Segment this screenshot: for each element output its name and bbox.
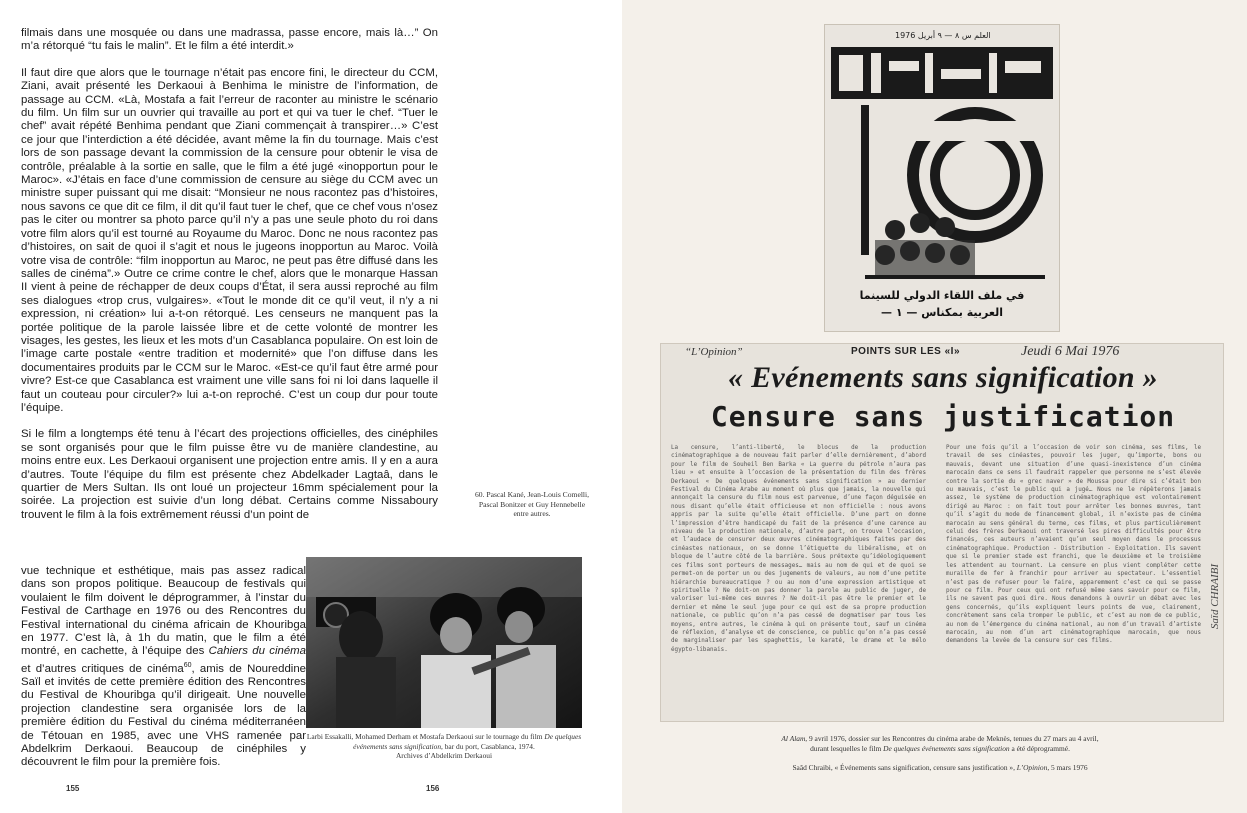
arabic-clipping-caption <box>835 287 1049 321</box>
arabic-caption-line-1: في ملف اللقاء الدولي للسينما <box>859 289 1025 302</box>
article-headline: « Evénements sans signification » <box>728 361 1158 394</box>
right-caption-2-text: Saâd Chraibi, « Événements sans signification, censure sans justification », <box>792 763 1017 772</box>
photo-caption-film-title: De quelques événements sans signification <box>353 732 582 751</box>
right-caption-1-line2-a: durant lesquelles le film <box>810 744 884 753</box>
side-signature: Saïd CHRAIBI <box>1209 564 1221 630</box>
article-column-right: Pour une fois qu’il a l’occasion de voir son cinéma, ses films, le travail de ses cinéastes, pouvoir les juger, qu’importe, bons ou mauvais, devant une situation d’une quasi-inexistence d’un cinéma marocain dans ce sens il faudrait rappeler que personne ne s’est élevée contre la sortie du « grec naver » de Moussa pour dire si c’était bon ou mauvais, c’est le public qui a jugé… Nous ne le répèterons jamais assez, le système de production cinématographique est volontairement dirigé au Maroc : on fait tout pour arrêter les bonnes œuvres, tant qu’il s’agit du mode de financement global, il n’existe pas de cinéma marocain au sens général du terme, ces films, et plus particulièrement celui des frères Derkaoui ont traversé les pires difficultés pour être financés, ces auteurs n’avaient qu’un seul moyen dans le processus cinématographique. Production - Distribution - Exploitation. Ils savent que si le premier stade est franchi, que le deuxième et le troisième les attendent au tournant. La censure en plus vient compléter cette muraille de fer à franchir pour arriver au spectateur. L’essentiel n’est pas de refuser pour le faire, apparemment c’est ce qui se passe pour ce film. Pour ceux qui ont refusé même sans savoir pour ce film, ils ne savent pas quoi dire. Nous demandons à ouvrir un débat avec les gens concernés, qu’ils expliquent leurs points de vue, clairement, concrètement sans cela tromper le public, et c’est au nom de ce public, au nom de l’émergence du cinéma national, au nom d’un travail d’artiste marocain, au nom d’un art cinématographique marocain, que nous demandons la levée de la censure sur ces films. <box>946 445 1201 645</box>
page-number-right: 156 <box>426 784 440 793</box>
page-number-left: 155 <box>66 784 80 793</box>
handwritten-date: Jeudi 6 Mai 1976 <box>1021 344 1120 359</box>
body-column <box>21 27 438 522</box>
paragraph-1: Il faut dire que alors que le tournage n’était pas encore fini, le directeur du CCM, Ziani, avait présenté les Derkaoui à Benhima le ministre de l’information, de passage au CCM. «Là, Mostafa a fait l’erreur de raconter au ministre le scénario du film. Un film sur un ouvrier qui travaille au port et qui va tuer le chef. “Tuer le chef” avait répété Benhima pendant que Ziani commençait à transpirer…» C’est ce jour que l’interdiction a été décidée, avant même la fin du tournage. Mais c’est lors de son passage devant la commission de la censure pour obtenir le visa de contrôle, préalable à la sortie en salle, que le film a été jugé «inopportun pour le Maroc». «J’étais en face d’une commission de censure au siège du CCM avec un ministre super puissant qui me disait: “Monsieur ne nous racontez pas d’histoires, nous savons ce que dit ce film, il dit qu’il faut tuer le chef, que ce chef vous n’osez pas le citer ou montrer sa photo parce qu’il n’y a pas une seule photo du roi dans votre film alors qu’il est tourné au Royaume du Maroc. Donc ne nous racontez pas d’histoires, on sait de quoi il s’agit et nous le jugeons inopportun au Maroc. Voilà votre visa de contrôle: “film inopportun au Maroc, ne peut pas être diffusé dans les salles de cinéma”.» Outre ce crime contre le chef, alors que le monarque Hassan II vient à peine de réchapper de deux coups d’État, il sera aussi reproché au film ses dialogues «trop crus, vulgaires». «Tout le monde dit ce qu’il veut, il n’y a ni expression, ni création» lui a-t-on rétorqué. Les censeurs ne manquent pas la portée politique de la parole laissée libre et de cette volonté de montrer les visages, les gestes, les lieux et les mots d’un Casablanca populaire. On est loin de l’image carte postale «entre tradition et modernité» que l’on diffuse dans les documentaires produits par le CCM sur le Maroc. «Est-ce qu’il faut être armé pour vivre? Est-ce que Casablanca est vraiment une ville sans foi ni loi dans laquelle il faut un couteau pour circuler?» lui a-t-on reproché. C’est un coup dur pour toute l’équipe. <box>21 66 438 414</box>
footnote-ref[interactable]: 60 <box>183 661 192 669</box>
opinion-newspaper-clipping <box>660 343 1224 722</box>
intro-text: filmais dans une mosquée ou dans une madrassa, passe encore, mais là…” On m’a rétorqué “tu fais le malin”. Et le film a été interdit.» <box>21 27 438 53</box>
right-caption-2 <box>728 763 1152 773</box>
photo-caption-location: , bar du port, Casablanca, 1974. <box>441 741 535 751</box>
arabic-caption-line-2: العربية بمكناس — ١ — <box>881 306 1003 319</box>
film-set-photo <box>306 557 582 728</box>
paragraph-2-narrow-c: , amis de Noureddine Saïl et invités de cette première édition des Rencontres du Festival de Khouribga qu’il dirigeait. Une nouvelle projection clandestine sera organisée lors de la première édition du Festival du cinéma méditerranéen de Tétouan en 1985, avec une VHS ramenée par Abdelkrim Derkaoui. Beaucoup de cinéphiles y découvrent le film pour la première fois. <box>21 662 306 769</box>
arabic-newspaper-clipping <box>824 24 1060 332</box>
right-caption-1-text: , 9 avril 1976, dossier sur les Rencontres du cinéma arabe de Meknès, tenues du 27 mars au 4 avril, <box>805 734 1099 743</box>
left-page <box>0 0 622 813</box>
paragraph-2-full: Si le film a longtemps été tenu à l’écart des projections officielles, des cinéphiles se sont organisés pour que le film puisse être vu de manière clandestine, au moins entre eux. Les Derkaoui organisent une projection entre amis. Il y en a aura d’autres. Toute l’équipe du film est présente chez Abdelkader Lagtaâ, dans le quartier de Mers Sultan. Ils ont loué un projecteur 16mm spécialement pour la soirée. La projection est suivie d’un long débat. Certains comme Nissaboury trouvent le film à la fois extrêmement réussi d’un point de <box>21 428 438 521</box>
photo-credit: Archives d’Abdelkrim Derkaoui <box>395 751 493 761</box>
photo-caption <box>306 732 582 761</box>
opinion-title: L’Opinion <box>1016 763 1048 772</box>
photo-caption-text: Larbi Essakalli, Mohamed Derham et Mostafa Derkaoui sur le tournage du film <box>306 732 545 741</box>
arabic-clipping-artwork <box>825 25 1059 331</box>
article-subheadline: Censure sans justification <box>710 400 1176 433</box>
footnote: 60. Pascal Kané, Jean-Louis Comelli, Pascal Bonitzer et Guy Hennebelle entre autres. <box>474 490 590 519</box>
article-column-left: La censure, l’anti-liberté, le blocus de la production cinématographique a de nouveau fait parler d’elle dernièrement, d’abord pour le film de Souheil Ben Barka « La guerre du pétrole n’aura pas lieu » et ensuite à l’occasion de la présentation du film des frères Derkaoui « De quelques événements sans signification » au dernier Festival du Cinéma Arabe au moment où plus que jamais, la nouvelle qui annonçait la censure du film nous est parvenue, d’une façon déguisée en nous disant qu’elle était officieuse et non officielle : nous avons appris par la suite qu’elle était officielle. D’une part on donne l’impression d’être handicapé du fait de la présence d’une carence au niveau de la production nationale, d’autre part, on trouve l’occasion, et l’audace de censurer deux œuvres cinématographiques faites par des cinéastes nationaux, on se donne l’étiquette du libéralisme, et on bloque de l’autre côté de la barrière. Sous prétexte qu’idéologiquement ces films sont porteurs de messages… mais au nom de qui et de quoi se permet-on de porter un ou des jugements de valeurs, au nom d’une petite hiérarchie bureaucratique ? ou au nom d’une expression artistique et spirituelle ? Ne doit-on pas donner la parole au public de juger, de valoriser lui-même ces œuvres ? Ne doit-il pas être le premier et le dernier et même le seul juge pour ce qui est de sa propre production nationale, ce public qu’on n’a pas cessé de dogmatiser par tous les moyens, entre autres, le cinéma à qui on présente tout, sauf un cinéma de réflexion, d’analyse et de conscience, ce public qu’on n’a pas cessé de marginaliser par les spaghettis, le karaté, le drame et le mélo égypto-libanais. <box>671 445 926 653</box>
newspaper-name: “L’Opinion” <box>685 346 743 358</box>
right-caption-1-line2-b: a été déprogrammé. <box>1009 744 1070 753</box>
al-alam-title: Al Alam <box>781 734 806 743</box>
right-caption-1 <box>728 734 1152 754</box>
right-caption-film-title: De quelques événements sans signification <box>883 744 1010 753</box>
body-column-narrow <box>21 565 306 770</box>
paragraph-2-narrow-b: et d’autres critiques de cinéma <box>21 662 184 675</box>
film-set-photo-illustration <box>306 557 582 728</box>
paragraph-2-narrow-a: vue technique et esthétique, mais pas assez radical dans son propos politique. Beaucoup de festivals qui voulaient le film doivent le déprogrammer, à l’instar du Festival de Carthage en 1976 ou des Rencontres du Festival international du cinéma africain de Khouribga en 1977. C’est là, à 1h du matin, que le film a été montré, en cachette, à l’équipe des <box>21 565 306 658</box>
article-kicker: POINTS SUR LES «I» <box>851 346 961 357</box>
arabic-clipping-date: العلم س ٨ — ٩ أبريل 1976 <box>895 31 991 40</box>
cahiers-title: Cahiers du cinéma <box>208 645 306 658</box>
right-caption-2-date: , 5 mars 1976 <box>1047 763 1088 772</box>
